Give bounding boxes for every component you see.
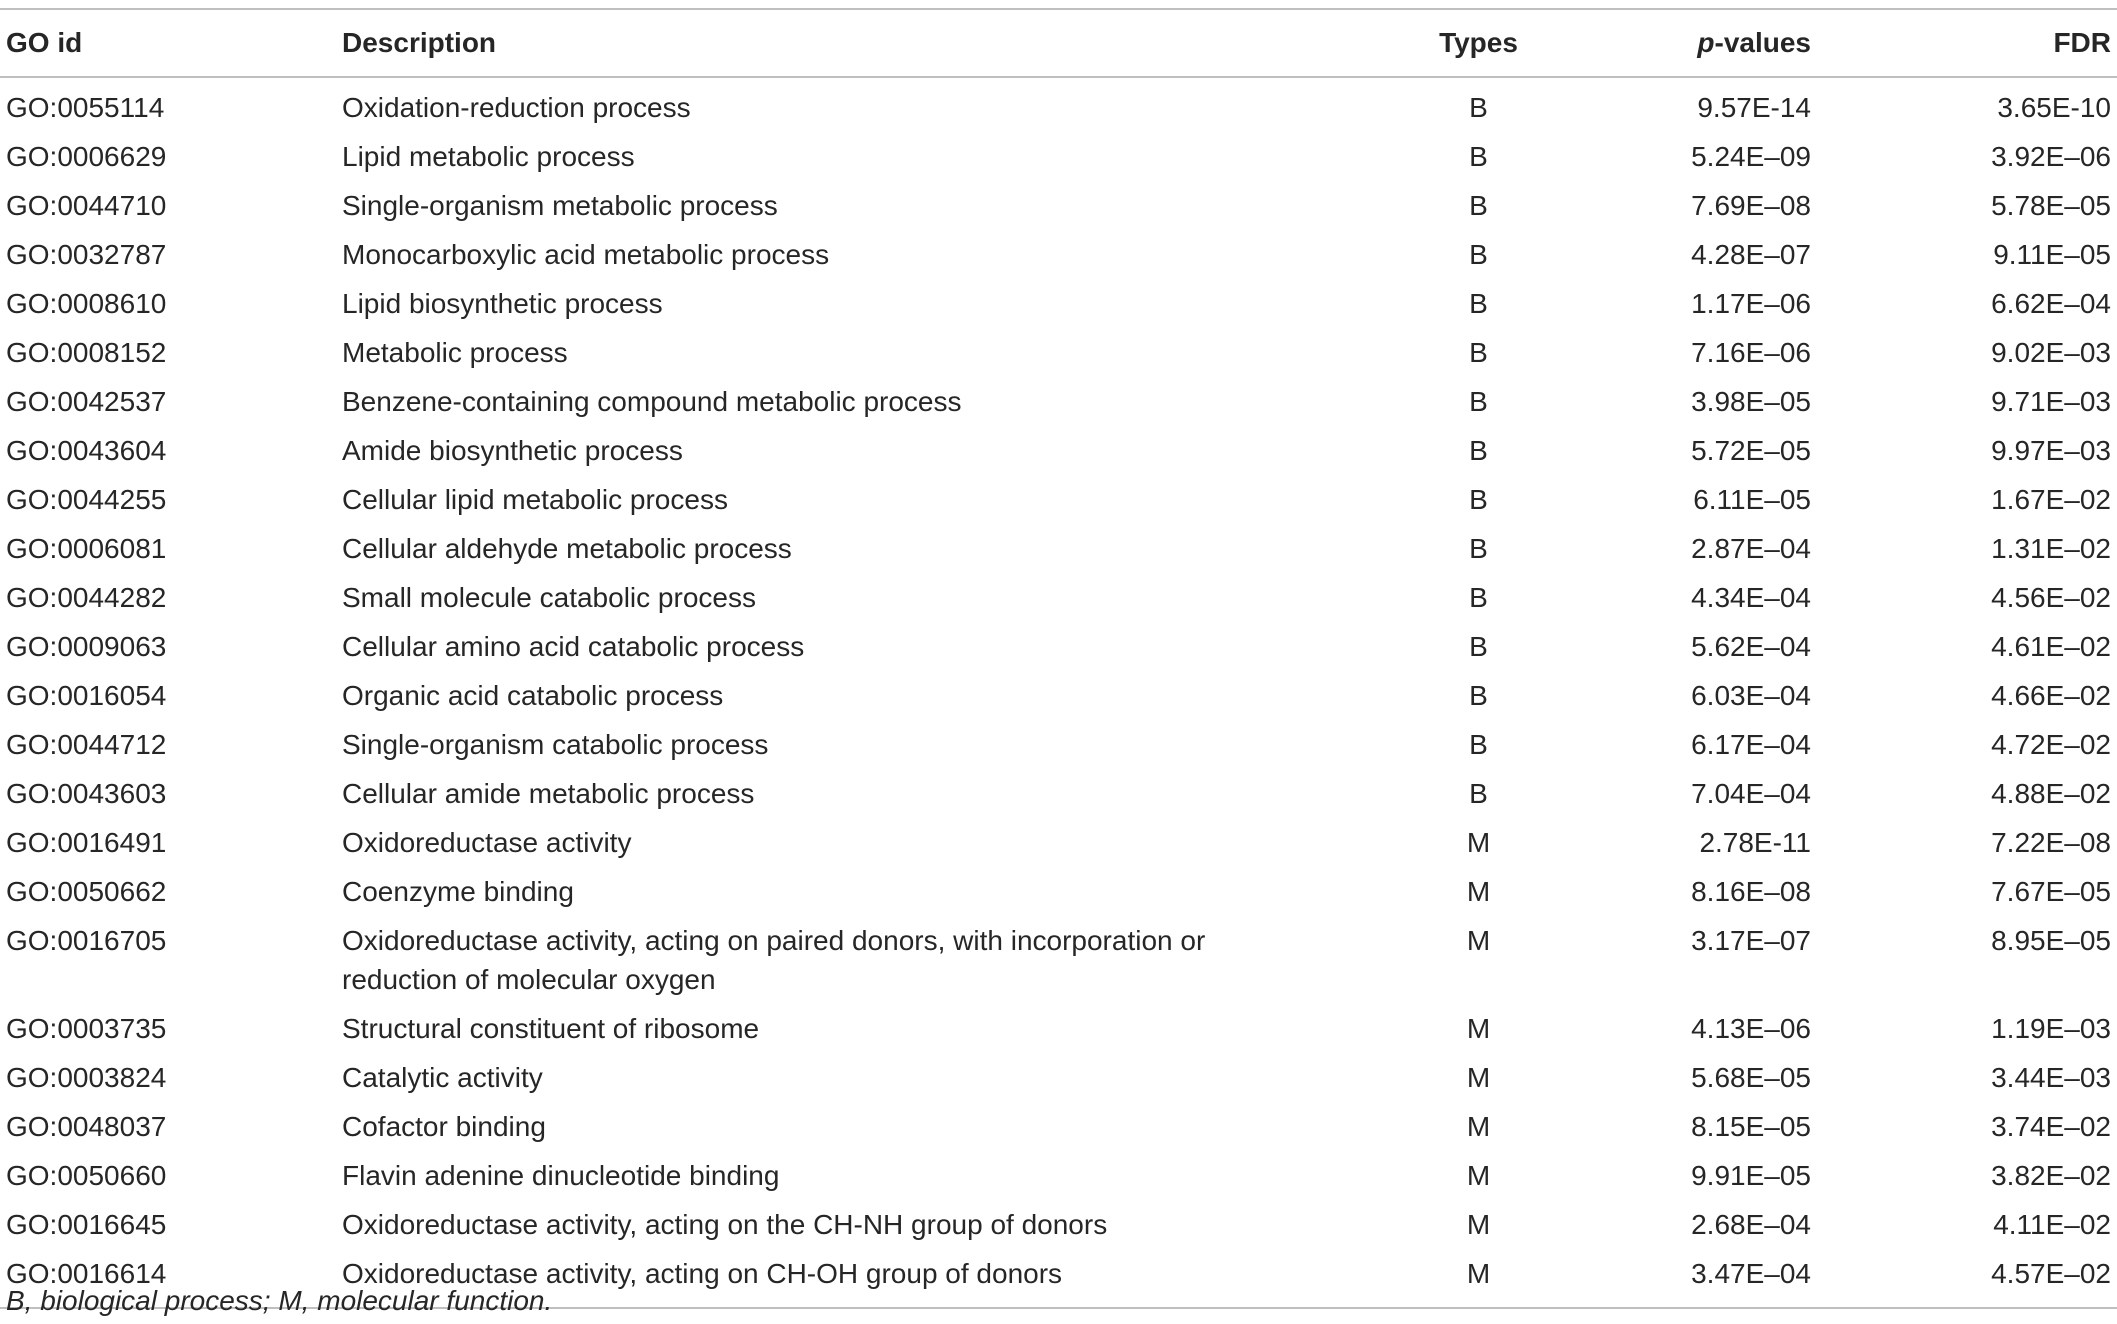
cell-description: Cellular amide metabolic process: [342, 778, 755, 809]
cell-type: M: [1466, 1160, 1491, 1191]
cell-type: B: [1469, 141, 1488, 172]
cell-fdr: 9.97E–03: [1991, 435, 2111, 466]
table-row: [0, 372, 2117, 421]
cell-fdr: 3.82E–02: [1991, 1160, 2111, 1191]
cell-type: B: [1469, 92, 1488, 123]
cell-p-value: 4.34E–04: [1691, 582, 1811, 613]
cell-go-id: GO:0009063: [6, 631, 167, 662]
cell-type: B: [1469, 582, 1488, 613]
cell-p-value: 1.17E–06: [1691, 288, 1811, 319]
cell-description: Cofactor binding: [342, 1111, 546, 1142]
table-row: [0, 813, 2117, 862]
cell-go-id: GO:0003824: [6, 1062, 167, 1093]
cell-p-value: 8.16E–08: [1691, 876, 1811, 907]
cell-description: Coenzyme binding: [342, 876, 574, 907]
cell-p-value: 5.68E–05: [1691, 1062, 1811, 1093]
cell-type: B: [1469, 337, 1488, 368]
cell-description: Monocarboxylic acid metabolic process: [342, 239, 830, 270]
cell-fdr: 7.22E–08: [1991, 827, 2111, 858]
table-row: [0, 911, 2117, 999]
cell-p-value: 3.98E–05: [1691, 386, 1811, 417]
table-row: [0, 568, 2117, 617]
cell-go-id: GO:0043604: [6, 435, 167, 466]
cell-type: M: [1466, 1209, 1491, 1240]
cell-go-id: GO:0006629: [6, 141, 167, 172]
cell-go-id: GO:0016054: [6, 680, 167, 711]
cell-description: Small molecule catabolic process: [342, 582, 756, 613]
cell-fdr: 8.95E–05: [1991, 925, 2111, 956]
cell-p-value: 6.17E–04: [1691, 729, 1811, 760]
table-row: [0, 225, 2117, 274]
cell-type: M: [1466, 1013, 1491, 1044]
cell-description: Flavin adenine dinucleotide binding: [342, 1160, 780, 1191]
cell-description: Structural constituent of ribosome: [342, 1013, 760, 1044]
table-row: [0, 617, 2117, 666]
cell-fdr: 4.88E–02: [1991, 778, 2111, 809]
table-row: [0, 715, 2117, 764]
cell-go-id: GO:0043603: [6, 778, 167, 809]
table-row: [0, 77, 2117, 127]
cell-go-id: GO:0016491: [6, 827, 167, 858]
table-row: [0, 1146, 2117, 1195]
cell-description: Amide biosynthetic process: [342, 435, 683, 466]
cell-fdr: 4.66E–02: [1991, 680, 2111, 711]
cell-type: M: [1466, 876, 1491, 907]
cell-description: Cellular lipid metabolic process: [342, 484, 728, 515]
cell-p-value: 3.47E–04: [1601, 1244, 1881, 1308]
cell-type: B: [1469, 288, 1488, 319]
header-row: [0, 9, 2117, 77]
cell-type: B: [1469, 386, 1488, 417]
cell-p-value: 7.69E–08: [1691, 190, 1811, 221]
cell-type: B: [1469, 778, 1488, 809]
cell-type: M: [1466, 1111, 1491, 1142]
cell-go-id: GO:0044710: [6, 190, 167, 221]
cell-fdr: 4.61E–02: [1991, 631, 2111, 662]
cell-description: Oxidoreductase activity, acting on CH-OH group of donors: [336, 1244, 1356, 1308]
cell-type: B: [1469, 729, 1488, 760]
cell-description-line-1: Oxidoreductase activity, acting on paired donors, with incorporation or: [342, 925, 1206, 956]
cell-fdr: 4.72E–02: [1991, 729, 2111, 760]
header-p-values: [1601, 9, 1881, 77]
cell-p-value: 4.28E–07: [1691, 239, 1811, 270]
cell-fdr: 5.78E–05: [1991, 190, 2111, 221]
cell-go-id: GO:0003735: [6, 1013, 167, 1044]
cell-fdr: 3.65E-10: [1997, 92, 2111, 123]
cell-type: B: [1469, 435, 1488, 466]
table-body: [0, 77, 2117, 1308]
table-row: [0, 1048, 2117, 1097]
cell-go-id: GO:0008610: [6, 288, 167, 319]
cell-fdr: 1.31E–02: [1991, 533, 2111, 564]
cell-description: [336, 911, 1356, 999]
table-row: [0, 274, 2117, 323]
cell-go-id: GO:0044712: [6, 729, 167, 760]
cell-fdr: 3.92E–06: [1991, 141, 2111, 172]
cell-p-value: 2.78E-11: [1699, 827, 1811, 858]
table-row: [0, 862, 2117, 911]
cell-description: Oxidation-reduction process: [342, 92, 691, 123]
cell-p-value: 2.87E–04: [1691, 533, 1811, 564]
cell-description: Single-organism catabolic process: [342, 729, 769, 760]
cell-description: Metabolic process: [342, 337, 568, 368]
cell-fdr: 7.67E–05: [1991, 876, 2111, 907]
cell-type: B: [1469, 631, 1488, 662]
cell-type: M: [1466, 925, 1491, 956]
go-enrichment-table: [0, 8, 2117, 1309]
cell-p-value: 9.91E–05: [1691, 1160, 1811, 1191]
cell-description: Cellular aldehyde metabolic process: [342, 533, 792, 564]
cell-go-id: GO:0008152: [6, 337, 167, 368]
header-description: Description: [336, 9, 1356, 77]
cell-go-id: GO:0042537: [6, 386, 167, 417]
table-row: [0, 1195, 2117, 1244]
header-fdr: FDR: [1881, 9, 2117, 77]
table-row: [0, 127, 2117, 176]
table-row: [0, 323, 2117, 372]
cell-fdr: 6.62E–04: [1991, 288, 2111, 319]
cell-description: Benzene-containing compound metabolic process: [342, 386, 962, 417]
table-row: [0, 666, 2117, 715]
cell-fdr: 4.57E–02: [1881, 1244, 2117, 1308]
table-row: [0, 764, 2117, 813]
cell-go-id: GO:0050660: [6, 1160, 167, 1191]
header-p-suffix: -values: [1714, 27, 1811, 58]
cell-description: Cellular amino acid catabolic process: [342, 631, 805, 662]
header-go-id: GO id: [0, 9, 336, 77]
cell-description: Oxidoreductase activity, acting on the CH-NH group of donors: [342, 1209, 1108, 1240]
cell-go-id: GO:0055114: [6, 92, 165, 123]
table-row: [0, 519, 2117, 568]
cell-go-id: GO:0044282: [6, 582, 167, 613]
cell-fdr: 4.56E–02: [1991, 582, 2111, 613]
cell-go-id: GO:0044255: [6, 484, 167, 515]
cell-fdr: 9.71E–03: [1991, 386, 2111, 417]
cell-type: B: [1469, 239, 1488, 270]
cell-type: M: [1356, 1244, 1601, 1308]
table-footnote: B, biological process; M, molecular function.: [6, 1285, 553, 1316]
cell-description: Lipid metabolic process: [342, 141, 635, 172]
cell-fdr: 9.11E–05: [1993, 239, 2111, 270]
cell-p-value: 9.57E-14: [1697, 92, 1811, 123]
cell-go-id: GO:0016614: [0, 1244, 336, 1308]
cell-go-id: GO:0016645: [6, 1209, 167, 1240]
go-enrichment-table-container: [0, 8, 2117, 1309]
cell-p-value: 6.03E–04: [1691, 680, 1811, 711]
cell-go-id: GO:0016705: [6, 925, 167, 956]
table-row: [0, 999, 2117, 1048]
cell-description-line-2: reduction of molecular oxygen: [342, 964, 716, 995]
cell-p-value: 7.04E–04: [1691, 778, 1811, 809]
cell-p-value: 7.16E–06: [1691, 337, 1811, 368]
cell-type: B: [1469, 190, 1488, 221]
table-header: [0, 9, 2117, 77]
table-row: [0, 1097, 2117, 1146]
cell-p-value: 5.24E–09: [1691, 141, 1811, 172]
cell-fdr: 3.74E–02: [1991, 1111, 2111, 1142]
cell-go-id: GO:0032787: [6, 239, 167, 270]
cell-fdr: 1.19E–03: [1991, 1013, 2111, 1044]
cell-description: Organic acid catabolic process: [342, 680, 724, 711]
cell-p-value: 2.68E–04: [1691, 1209, 1811, 1240]
cell-type: M: [1466, 1062, 1491, 1093]
cell-p-value: 6.11E–05: [1693, 484, 1811, 515]
cell-go-id: GO:0006081: [6, 533, 167, 564]
cell-go-id: GO:0050662: [6, 876, 167, 907]
header-p-italic: p: [1697, 27, 1715, 58]
cell-type: B: [1469, 484, 1488, 515]
cell-fdr: 3.44E–03: [1991, 1062, 2111, 1093]
cell-fdr: 9.02E–03: [1991, 337, 2111, 368]
header-types: Types: [1356, 9, 1601, 77]
cell-p-value: 8.15E–05: [1691, 1111, 1811, 1142]
cell-description: Catalytic activity: [342, 1062, 543, 1093]
table-row: [0, 470, 2117, 519]
cell-description: Lipid biosynthetic process: [342, 288, 663, 319]
cell-description: Single-organism metabolic process: [342, 190, 778, 221]
cell-description: Oxidoreductase activity: [342, 827, 632, 858]
cell-p-value: 3.17E–07: [1691, 925, 1811, 956]
cell-fdr: 4.11E–02: [1993, 1209, 2111, 1240]
cell-type: B: [1469, 533, 1488, 564]
table-row: [0, 421, 2117, 470]
cell-type: B: [1469, 680, 1488, 711]
table-row: [0, 176, 2117, 225]
cell-p-value: 4.13E–06: [1691, 1013, 1811, 1044]
cell-go-id: GO:0048037: [6, 1111, 167, 1142]
cell-p-value: 5.62E–04: [1691, 631, 1811, 662]
cell-p-value: 5.72E–05: [1691, 435, 1811, 466]
cell-type: M: [1466, 827, 1491, 858]
cell-fdr: 1.67E–02: [1991, 484, 2111, 515]
